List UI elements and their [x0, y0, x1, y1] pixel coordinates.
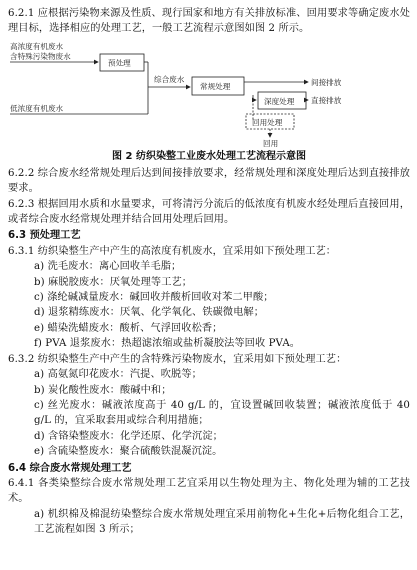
paragraph-6-2-2: 6.2.2 综合废水经常规处理后达到间接排放要求，经常规处理和深度处理后达到直接排放要求。: [8, 167, 410, 195]
input-high-label-2: 含特殊污染物废水: [10, 51, 71, 61]
list-item: c) 涤纶碱减量废水：碱回收并酸析回收对苯二甲酸；: [34, 292, 274, 304]
list-item: a) 高氨氮印花废水：汽提、吹脱等；: [34, 369, 202, 381]
list-item: e) 蜡染洗蜡废水：酸析、气浮回收松香；: [34, 322, 223, 334]
figure-caption: 图 2 纺织染整工业废水处理工艺流程示意图: [112, 150, 306, 162]
combined-label: 综合废水: [154, 74, 185, 84]
paragraph-6-2-1: 6.2.1 应根据污染物来源及性质、现行国家和地方有关排放标准、回用要求等确定废水处理目标，选择相应的处理工艺，一般工艺流程示意图如图 2 所示。: [8, 8, 410, 35]
paragraph-6-3-2: 6.3.2 纺织染整生产中产生的含特殊污染物废水，宜采用如下预处理工艺：: [8, 353, 347, 365]
heading-6-4: 6.4 综合废水常规处理工艺: [8, 462, 132, 474]
heading-6-3: 6.3 预处理工艺: [8, 230, 81, 242]
paragraph-6-4-1: 6.4.1 各类染整综合废水常规处理工艺宜采用以生物处理为主、物化处理为辅的工艺技术。: [8, 477, 410, 505]
list-item: b) 麻脱胶废水：厌氧处理等工艺；: [34, 276, 193, 288]
list-item: d) 含铬染整废水：化学还原、化学沉淀；: [34, 430, 223, 442]
paragraph-6-3-1: 6.3.1 纺织染整生产中产生的高浓度有机废水，宜采用如下预处理工艺：: [8, 245, 337, 257]
list-item: e) 含硫染整废水：聚合硫酸铁混凝沉淀。: [34, 446, 223, 458]
list-item: b) 炭化酸性废水：酸碱中和；: [34, 384, 172, 396]
direct-output-label: 直接排放: [311, 95, 342, 105]
list-item: a) 机织棉及棉混纺染整综合废水常规处理宜采用前物化+生化+后物化组合工艺，工艺流程如图 3 所示；: [34, 508, 410, 536]
conventional-label: 常规处理: [200, 81, 231, 91]
advanced-label: 深度处理: [264, 96, 295, 106]
reuse-box-label: 回用处理: [252, 117, 283, 127]
list-item: f) PVA 退浆废水：热超滤浓缩或盐析凝胶法等回收 PVA。: [34, 338, 301, 350]
input-low-label: 低浓度有机废水: [10, 103, 64, 113]
list-item: c) 丝光废水：碱液浓度高于 40 g/L 的，宜设置碱回收装置；碱液浓度低于 40 g/L 的，宜采取套用或综合利用措施；: [34, 399, 410, 427]
list-item: d) 退浆精练废水：厌氧、化学氧化、铁碳微电解；: [34, 307, 265, 319]
list-item: a) 洗毛废水：离心回收羊毛脂；: [34, 261, 182, 273]
input-high-label-1: 高浓度有机废水: [10, 41, 64, 51]
paragraph-6-2-3: 6.2.3 根据回用水质和水量要求，可将清污分流后的低浓度有机废水经处理后直接回用，或者综合废水经常规处理并结合回用处理后回用。: [8, 198, 410, 226]
pretreatment-label: 预处理: [108, 58, 131, 68]
indirect-output-label: 间接排放: [311, 77, 342, 87]
process-flow-diagram: [8, 37, 411, 147]
reuse-output-label: 回用: [263, 138, 279, 147]
